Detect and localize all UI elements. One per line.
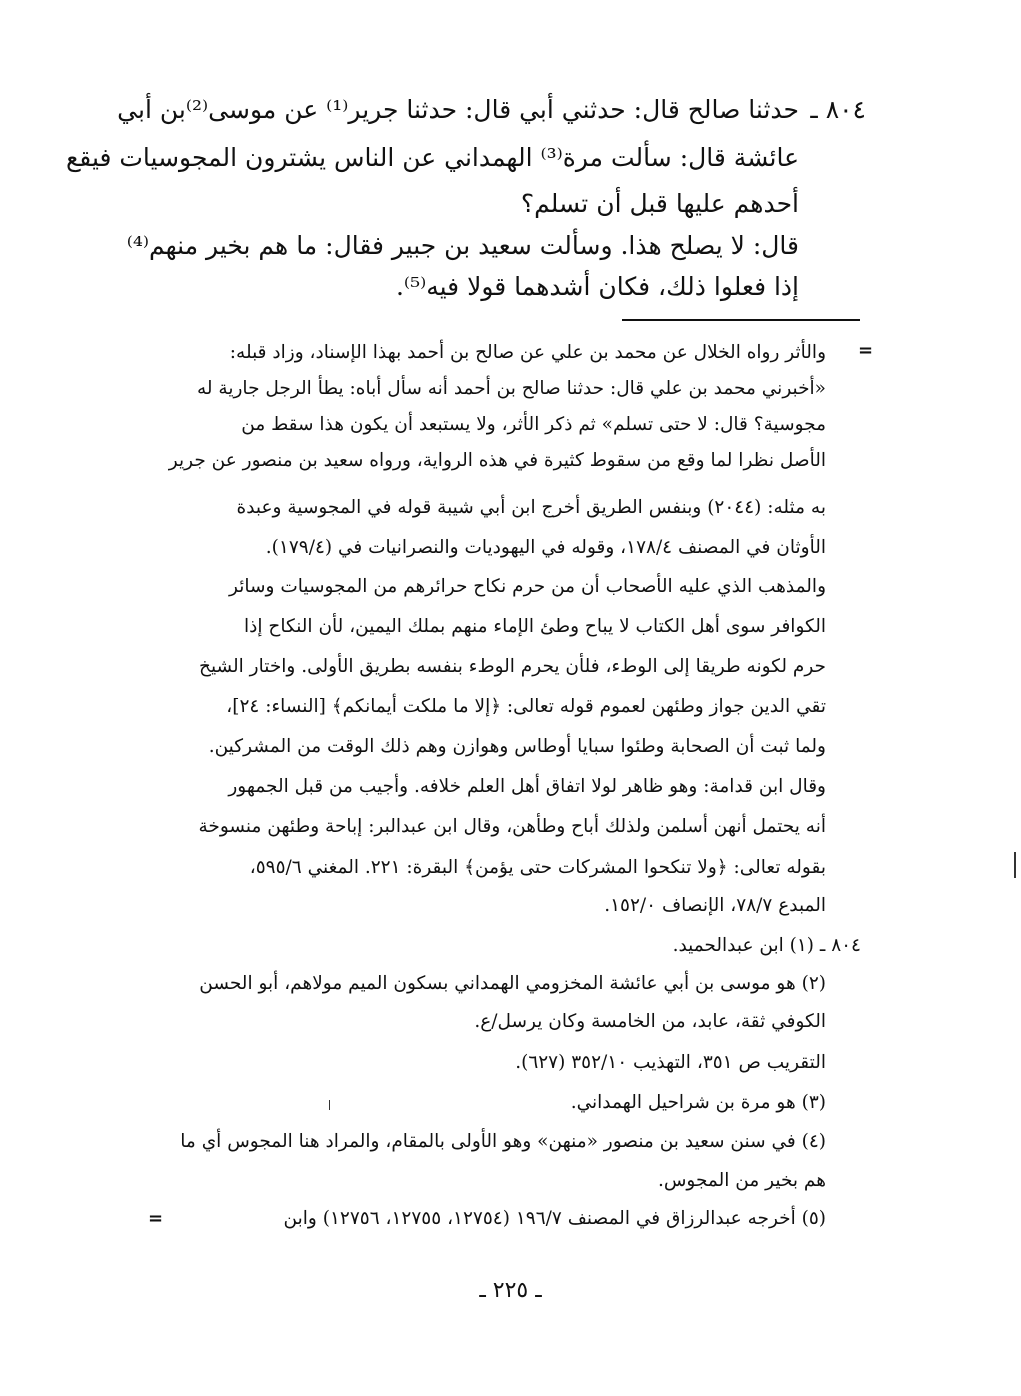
footnote-line-5: به مثله: (٢٠٤٤) وبنفس الطريق أخرج ابن أبي شيبة قوله في المجوسية وعبدة bbox=[236, 497, 826, 518]
footnote-line-13: أنه يحتمل أنهن أسلمن ولذلك أباح وطأهن، وقال ابن عبدالبر: إباحة وطئهن منسوخة bbox=[198, 816, 826, 837]
footnote-divider bbox=[622, 319, 860, 321]
numbered-footnote-3: (٣) هو مرة بن شراحيل الهمداني. bbox=[570, 1092, 826, 1113]
main-text-line-5: إذا فعلوا ذلك، فكان أشدهما قولا فيه⁽⁵⁾. bbox=[395, 272, 799, 301]
main-text-line-1: حدثنا صالح قال: حدثني أبي قال: حدثنا جرير⁽¹⁾ عن موسى⁽²⁾بن أبي bbox=[117, 95, 799, 124]
footnote-line-8: الكوافر سوى أهل الكتاب لا يباح وطئ الإماء منهم بملك اليمين، لأن النكاح إذا bbox=[244, 616, 826, 637]
hadith-number: ٨٠٤ ـ bbox=[810, 95, 866, 124]
numbered-footnote-5: (٥) أخرجه عبدالرزاق في المصنف ١٩٦/٧ (١٢٧٥٤، ١٢٧٥٥، ١٢٧٥٦) وابن bbox=[283, 1208, 826, 1229]
numbered-footnote-2-cont: الكوفي ثقة، عابد، من الخامسة وكان يرسل/ع. bbox=[474, 1011, 826, 1032]
footnote-line-7: والمذهب الذي عليه الأصحاب أن من حرم نكاح حرائرهم من المجوسيات وسائر bbox=[229, 576, 826, 597]
footnote-line-11: ولما ثبت أن الصحابة وطئوا سبايا أوطاس وهوازن وهم ذلك الوقت من المشركين. bbox=[208, 736, 826, 757]
footnote-line-6: الأوثان في المصنف ١٧٨/٤، وقوله في اليهوديات والنصرانيات في (١٧٩/٤). bbox=[265, 537, 826, 558]
footnote-line-9: حرم لكونه طريقا إلى الوطء، فلأن يحرم الوطء بنفسه بطريق الأولى. واختار الشيخ bbox=[199, 656, 826, 677]
numbered-footnote-2: (٢) هو موسى بن أبي عائشة المخزومي الهمداني بسكون الميم مولاهم، أبو الحسن bbox=[199, 973, 826, 994]
main-text-line-2: عائشة قال: سألت مرة⁽³⁾ الهمداني عن الناس يشترون المجوسيات فيقع bbox=[66, 143, 799, 172]
footnote-line-12: وقال ابن قدامة: وهو ظاهر لولا اتفاق أهل العلم خلافه. وأجيب من قبل الجمهور bbox=[228, 776, 826, 797]
footnote-line-15: المبدع ٧٨/٧، الإنصاف ١٥٢/٠. bbox=[604, 895, 826, 916]
scan-mark bbox=[329, 1100, 330, 1110]
footnote-line-14: بقوله تعالى: ﴿ولا تنكحوا المشركات حتى يؤمن﴾ البقرة: ٢٢١. المغني ٥٩٥/٦، bbox=[249, 857, 826, 878]
numbered-footnote-1: ٨٠٤ ـ (١) ابن عبدالحميد. bbox=[672, 935, 861, 956]
numbered-footnote-4: (٤) في سنن سعيد بن منصور «منهن» وهو الأولى بالمقام، والمراد هنا المجوس أي ما bbox=[180, 1131, 826, 1152]
main-text-line-4: قال: لا يصلح هذا. وسألت سعيد بن جبير فقال: ما هم بخير منهم⁽⁴⁾ bbox=[126, 231, 799, 260]
numbered-footnote-4-cont: هم بخير من المجوس. bbox=[657, 1170, 826, 1191]
numbered-footnote-2-ref: التقريب ص ٣٥١، التهذيب ٣٥٢/١٠ (٦٢٧). bbox=[515, 1052, 826, 1073]
footnote-line-4: الأصل نظرا لما وقع من سقوط كثيرة في هذه الرواية، ورواه سعيد بن منصور عن جرير bbox=[168, 450, 826, 471]
footnote-line-3: مجوسية؟ قال: لا حتى تسلم» ثم ذكر الأثر، ولا يستبعد أن يكون هذا سقط من bbox=[241, 414, 826, 435]
footnote-line-10: تقي الدين جواز وطئهن لعموم قوله تعالى: ﴿إلا ما ملكت أيمانكم﴾ [النساء: ٢٤]، bbox=[226, 696, 826, 717]
page-number: ـ ٢٢٥ ـ bbox=[479, 1278, 542, 1303]
footnote-line-2: «أخبرني محمد بن علي قال: حدثنا صالح بن أحمد أنه سأل أباه: يطأ الرجل جارية له bbox=[197, 378, 826, 399]
end-continuation-mark: = bbox=[148, 1208, 164, 1229]
scan-mark bbox=[1014, 852, 1016, 878]
main-text-line-3: أحدهم عليها قبل أن تسلم؟ bbox=[520, 189, 799, 218]
continuation-mark: = bbox=[858, 340, 874, 361]
footnote-line-1: والأثر رواه الخلال عن محمد بن علي عن صالح بن أحمد بهذا الإسناد، وزاد قبله: bbox=[229, 342, 826, 363]
